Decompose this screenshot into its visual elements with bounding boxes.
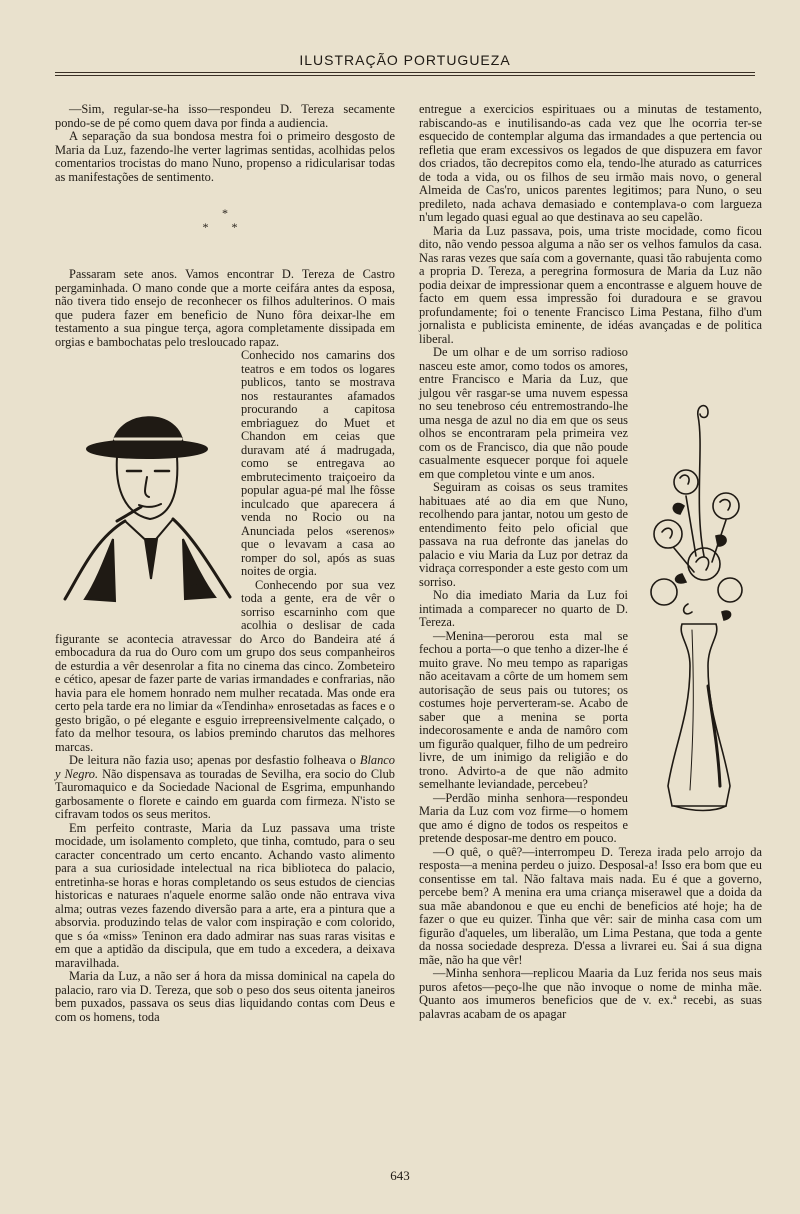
section-separator bbox=[55, 206, 395, 234]
magazine-title: Blanco y Negro. bbox=[55, 753, 395, 781]
paragraph: No dia imediato Maria da Luz foi intimada a comparecer no quarto de D. Tereza. bbox=[419, 588, 628, 629]
paragraph: —Perdão minha senhora—respondeu Maria da Luz com voz firme—o homem que amo é digno de todos os respeitos e pretende desposar-me dentro em pouco. bbox=[419, 790, 628, 845]
illustration-flower-vase bbox=[634, 386, 762, 822]
paragraph bbox=[55, 754, 395, 822]
paragraph: Maria da Luz passava, pois, uma triste mocidade, como ficou dito, não vendo pessoa alguma a não ser os velhos famulos da casa. Nas raras vezes que saía com a governante, quasi tão rabujenta como a propria D. Tereza, a peregrina formosura de Maria da Luz não podia deixar de impressionar quem a encontrasse e alguem houve de facto em quem essa impressão foi duradoura e se gravou profundamente; foi o tenente Francisco Lima Pestana, filho d'um jornalista e publicista eminente, de idéas avançadas e de politica liberal. bbox=[419, 223, 762, 346]
separator-star: * bbox=[222, 206, 228, 220]
paragraph: —O quê, o quê?—interrompeu D. Tereza irada pelo arrojo da resposta—a menina perdeu o juizo. Desposal-a! Isso era bom que eu consentisse em tal. Não faltava mais nada. Eu é que a governo, percebe bem? A menina era uma criança miserawel que a doida da sua mãe abandonou e que eu enchi de beneficios até hoje; ha de fazer o que eu quizer. Tinha que vêr: sair de minha casa com um figurão d'aqueles, um liberalão, um Lima Pestana, que toda a gente da nossa sociedade despreza. D'essa a livrarei eu. Sai á sua digna mãe, não ha que vêr! bbox=[419, 844, 762, 967]
text-run: Não dispensava as touradas de Sevilha, era socio do Club Tauromaquico e da Sociedade Nacional de Esgrima, empunhando garbosamente o florete e caindo em guarda com firmeza. N'isto se cifravam todos os seus meritos. bbox=[55, 766, 395, 821]
left-column bbox=[55, 103, 395, 1024]
header-rule-top bbox=[55, 72, 755, 73]
flower-vase-drawing bbox=[634, 386, 762, 822]
paragraph: Conhecendo por sua vez toda a gente, era de vêr o sorriso escarninho com que acolhia o deslisar de cada figurante se acontecia atravessar do Arco do Bandeira até á embocadura da rua do Ouro com um grupo dos seus companheiros de esturdia a vêr desenrolar a fita no cinema das cinco. Zombeteiro e cético, apesar de fazer parte de varias irmandades e confrarias, não havia para ele homem honrado nem mulher recatada. Mas onde era certo pela tarde era no limiar da «Tendinha» enrosetadas as faces e o gesto brigão, o pé elegante e esguio irrepreensivelmente calçado, o fato da melhor tesoura, os labios premindo charutos das melhores marcas. bbox=[55, 577, 395, 754]
paragraph: A separação da sua bondosa mestra foi o primeiro desgosto de Maria da Luz, fazendo-lhe verter lagrimas sentidas, acolhidas pelos comentarios trocistas do mano Nuno, propenso a ridicularisar todas as manifestações de sentimento. bbox=[55, 129, 395, 184]
paragraph: Em perfeito contraste, Maria da Luz passava uma triste mocidade, um isolamento completo, que tinha, comtudo, para o seu caracter concentrado um certo encanto. Achando vasto alimento para a sua curiosidade intelectual na rica biblioteca do palacio, entretinha-se horas e horas completando os seus estudos de ciencias historicas e naturaes n'aquele enorme salão onde não entrava viva alma; outras vezes fazendo diversão para a arte, era a pintura que a absorvia. produzindo telas de valor com inspiração e com colorido, que s óa «miss» Teninon era dado admirar nas suas raras visitas e em que a aptidão da discipula, que em tudo a excedera, a deixava maravilhada. bbox=[55, 820, 395, 970]
paragraph: —Minha senhora—replicou Maaria da Luz ferida nos seus mais puros afetos—peço-lhe que não invoque o nome de minha mãe. Quanto aos imumeros beneficios que de v. ex.ª recebi, as suas palavras acabam de os apagar bbox=[419, 966, 762, 1021]
header-rule-bottom bbox=[55, 75, 755, 76]
page-header-title: ILUSTRAÇÃO PORTUGUEZA bbox=[299, 52, 511, 68]
right-column bbox=[419, 103, 762, 1021]
paragraph: Seguiram as coisas os seus tramites habituaes até ao dia em que Nuno, recolhendo para jantar, notou um gesto de entendimento feito pelo oficial que passava na rua defronte das janelas do palacio e viu Maria da Luz por detraz da vidraça corresponder a este gesto com um sorriso. bbox=[419, 480, 628, 589]
man-portrait-drawing bbox=[55, 349, 235, 632]
text-run: De leitura não fazia uso; apenas por desfastio folheava o bbox=[69, 753, 360, 767]
page-number: 643 bbox=[390, 1168, 410, 1183]
paragraph: Maria da Luz, a não ser á hora da missa dominical na capela do palacio, raro via D. Tereza, que sob o peso dos seus oitenta janeiros bem puxados, passava os seus dias liquidando contas com Deus e com os homens, toda bbox=[55, 969, 395, 1024]
separator-stars: * * bbox=[202, 220, 248, 234]
paragraph: De um olhar e de um sorriso radioso nasceu este amor, como todos os amores, entre Francisco e Maria da Luz, que julgou vêr rasgar-se uma nuvem espessa no seu tenebroso céu entremostrando-lhe uma nesga de azul no dia em que os seus olhos se encontraram pela primeira vez com os de Francisco, dia que não poude casualmente esquecer porque foi aquele em que completou vinte e um anos. bbox=[419, 345, 628, 481]
paragraph: —Menina—perorou esta mal se fechou a porta—o que tenho a dizer-lhe é muito grave. No meu tempo as raparigas não aceitavam a côrte de um homem sem autorisação de seus pais ou tutores; os costumes hoje perverteram-se. Acabo de saber que a menina se porta indecorosamente e anda de namôro com um figurão qualquer, filho de um pedreiro livre, de um inimigo da religião e do trono. Advirto-a de que não admito semelhante leviandade, percebeu? bbox=[419, 628, 628, 791]
illustration-man-bowler-hat bbox=[55, 349, 235, 632]
paragraph: Conhecido nos camarins dos teatros e em todos os logares publicos, tanto se mostrava nos restaurantes afamados procurando a capitosa embriaguez do Muet et Chandon em ceias que duravam até á madrugada, como se entregava ao embrutecimento traiçoeiro da popular agua-pé mal lhe fôsse inculcado que aparecera á venda no Rocio ou na Anunciada pelos «serenos» que o levavam a casa ao romper do sol, após as suas noites de orgia. bbox=[241, 348, 395, 578]
paragraph: Passaram sete anos. Vamos encontrar D. Tereza de Castro pergaminhada. O mano conde que a morte ceifára antes da esposa, não tivera tido ensejo de reconhecer os filhos adulterinos. O mais que pudera fazer em beneficio de Nuno fôra deixar-lhe em testamento a sua pingue terça, agora completamente dissipada em orgias e bambochatas pelo tresloucado rapaz. bbox=[55, 267, 395, 349]
paragraph: entregue a exercicios espirituaes ou a minutas de testamento, rabiscando-as e inutilisando-as cada vez que lhe ocorria ter-se esquecido de contemplar alguma das irmandades a que pertencia ou refletia que eram excessivos os legados de que dispuzera em favor dos criados, tão decrepitos como ela, tendo-lhe aturado as caturrices de toda a vida, ou os filhos de seu irmão mais novo, o general Almeida de Cas'ro, unicos parentes legitimos; para Nuno, o seu predileto, nada achava demasiado e contemplava-o com largueza n'um legado quasi egual ao que destinava ao seu capelão. bbox=[419, 102, 762, 224]
paragraph: —Sim, regular-se-ha isso—respondeu D. Tereza secamente pondo-se de pé como quem dava por finda a audiencia. bbox=[55, 102, 395, 130]
